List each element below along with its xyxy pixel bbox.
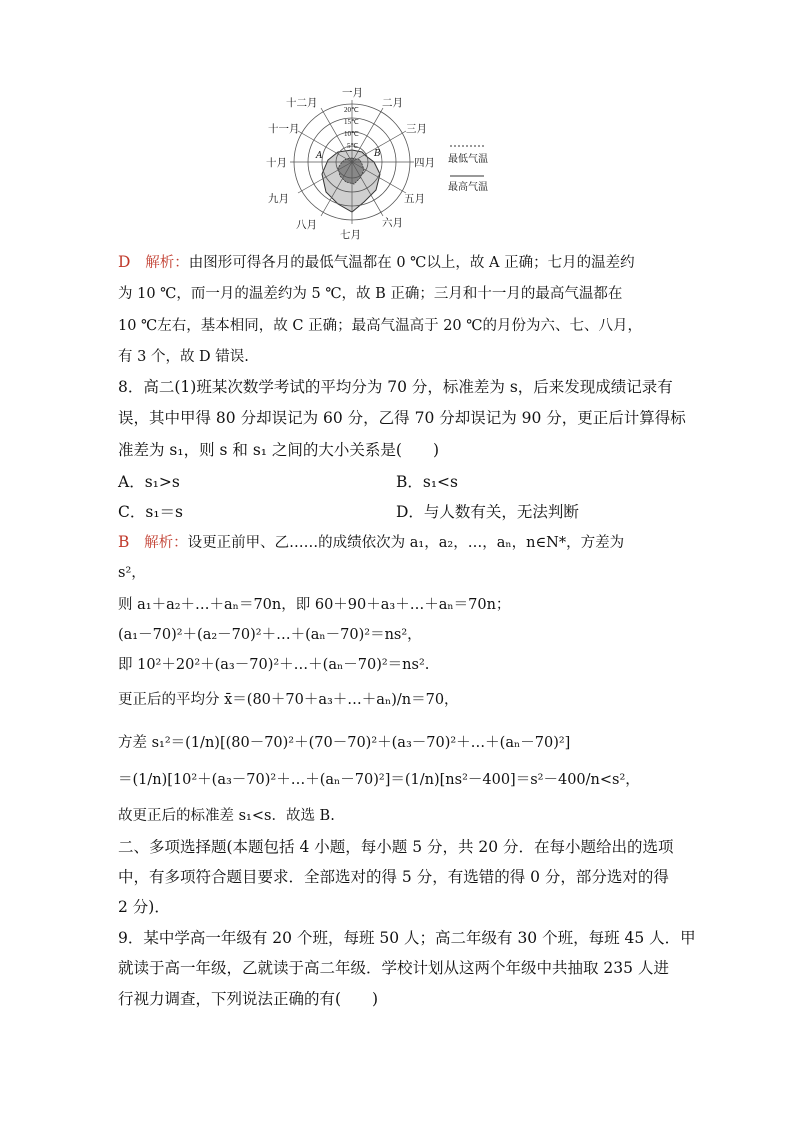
- q7-analysis-label: 解析：: [145, 255, 189, 271]
- q8-analysis-text: s²，: [118, 565, 146, 581]
- temperature-radar-figure: [266, 87, 510, 242]
- section-2-heading: 2 分)．: [118, 898, 170, 916]
- q8-stem: 误，其中甲得 80 分却误记为 60 分，乙得 70 分却误记为 90 分，更正后计算得标: [118, 409, 686, 427]
- q9-stem: 9．某中学高一年级有 20 个班，每班 50 人；高二年级有 30 个班，每班 45 人．甲: [118, 929, 696, 947]
- ring-label: 5℃: [347, 142, 359, 150]
- q8-analysis-text: 则 a₁＋a₂＋…＋aₙ＝70n，即 60＋90＋a₃＋…＋aₙ＝70n；: [118, 597, 511, 613]
- q8-answer: B: [118, 533, 130, 551]
- q8-option-a: A．s₁>s: [118, 473, 180, 491]
- q8-option-c: C．s₁＝s: [118, 503, 183, 521]
- q8-analysis-text: 故更正后的标准差 s₁<s．故选 B.: [118, 808, 335, 824]
- q9-stem: 就读于高一年级，乙就读于高二年级．学校计划从这两个年级中共抽取 235 人进: [118, 959, 669, 977]
- q8-option-b: B．s₁<s: [396, 473, 459, 491]
- q7-text: 有 3 个，故 D 错误.: [118, 349, 249, 365]
- q8-analysis-label: 解析：: [144, 535, 188, 551]
- legend-low: 最低气温: [448, 154, 488, 165]
- point-a-label: A: [316, 151, 323, 161]
- q9-stem: 行视力调查，下列说法正确的有( ): [118, 990, 379, 1008]
- q8-analysis-text: 方差 s₁²＝(1/n)[(80－70)²＋(70－70)²＋(a₃－70)²＋…＋(aₙ－70)²]: [118, 735, 571, 751]
- month-label: 十二月: [286, 97, 318, 109]
- q7-analysis-line-1: [118, 252, 635, 273]
- ring-label: 20℃: [344, 106, 359, 114]
- q7-answer: D: [118, 253, 131, 271]
- month-label: 三月: [406, 123, 427, 135]
- month-label: 二月: [382, 97, 403, 109]
- q7-text: 为 10 ℃，而一月的温差约为 5 ℃，故 B 正确；三月和十一月的最高气温都在: [118, 286, 623, 302]
- q8-analysis-text: (a₁－70)²＋(a₂－70)²＋…＋(aₙ－70)²＝ns²，: [118, 627, 422, 643]
- month-label: 十一月: [268, 123, 300, 135]
- section-2-heading: 二、多项选择题(本题包括 4 小题，每小题 5 分，共 20 分．在每小题给出的选项: [118, 838, 674, 856]
- section-2-heading: 中，有多项符合题目要求．全部选对的得 5 分，有选错的得 0 分，部分选对的得: [118, 868, 669, 886]
- q8-analysis-text: 更正后的平均分 x̄＝(80＋70＋a₃＋…＋aₙ)/n＝70，: [118, 692, 459, 708]
- radar-chart: [266, 87, 510, 242]
- month-label: 四月: [414, 157, 435, 169]
- legend-high: 最高气温: [448, 182, 488, 193]
- ring-label: 15℃: [344, 118, 359, 126]
- q7-text: 由图形可得各月的最低气温都在 0 ℃以上，故 A 正确；七月的温差约: [188, 255, 635, 271]
- month-label: 八月: [296, 219, 317, 231]
- q8-analysis-text: ＝(1/n)[10²＋(a₃－70)²＋…＋(aₙ－70)²]＝(1/n)[ns²－400]＝s²－400/n<s²，: [118, 772, 640, 788]
- q8-stem: 8．高二(1)班某次数学考试的平均分为 70 分，标准差为 s，后来发现成绩记录有: [118, 378, 673, 396]
- month-label: 九月: [268, 193, 289, 205]
- month-label: 六月: [382, 217, 403, 229]
- month-label: 十月: [266, 157, 287, 169]
- q7-text: 10 ℃左右，基本相同，故 C 正确；最高气温高于 20 ℃的月份为六、七、八月，: [118, 318, 642, 334]
- q8-analysis-text: 即 10²＋20²＋(a₃－70)²＋…＋(aₙ－70)²＝ns².: [118, 657, 430, 673]
- point-b-label: B: [374, 149, 381, 159]
- month-label: 五月: [404, 193, 425, 205]
- q8-analysis-text: 设更正前甲、乙……的成绩依次为 a₁，a₂，…，aₙ，n∈N*，方差为: [187, 535, 625, 551]
- legend: [448, 146, 488, 193]
- ring-label: 10℃: [344, 130, 359, 138]
- month-label: 七月: [340, 229, 361, 241]
- q8-option-d: D．与人数有关，无法判断: [396, 503, 579, 521]
- q8-analysis-line-1: [118, 532, 624, 553]
- month-label: 一月: [342, 87, 363, 99]
- q8-stem: 准差为 s₁，则 s 和 s₁ 之间的大小关系是( ): [118, 441, 440, 459]
